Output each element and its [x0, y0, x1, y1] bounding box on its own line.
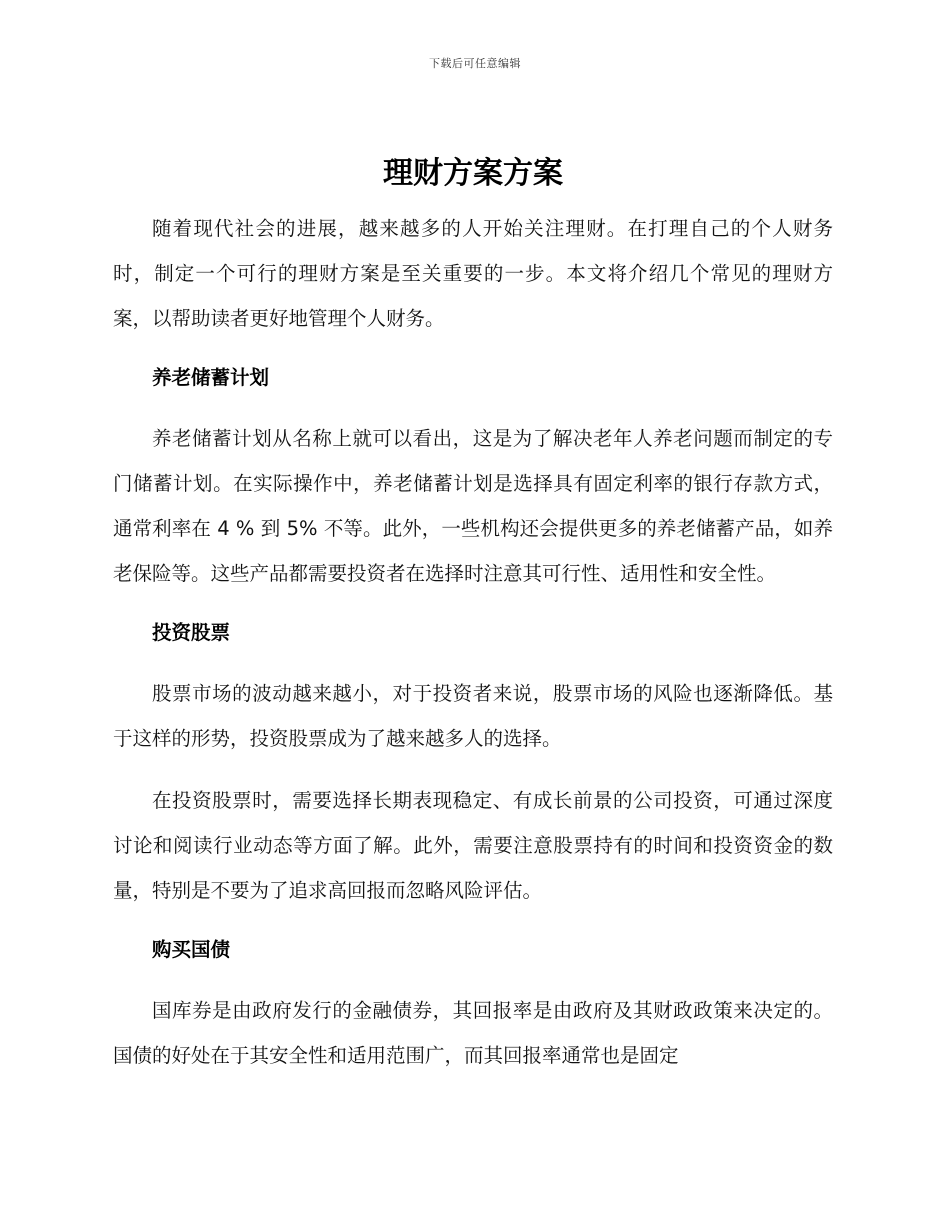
section-heading-treasury-bonds: 购买国债 [152, 938, 231, 961]
document-body [113, 150, 833, 1095]
section-heading-stocks: 投资股票 [152, 621, 231, 644]
stocks-paragraph-1: 股票市场的波动越来越小，对于投资者来说，股票市场的风险也逐渐降低。基于这样的形势，投资股票成为了越来越多人的选择。 [113, 682, 833, 750]
section-heading-pension-savings: 养老储蓄计划 [152, 366, 270, 389]
stocks-paragraph-2: 在投资股票时，需要选择长期表现稳定、有成长前景的公司投资，可通过深度讨论和阅读行业动态等方面了解。此外，需要注意股票持有的时间和投资资金的数量，特别是不要为了追求高回报而忽略风险评估。 [113, 789, 833, 902]
page-header: 下载后可任意编辑 [429, 57, 521, 70]
treasury-bonds-paragraph: 国库券是由政府发行的金融债券，其回报率是由政府及其财政政策来决定的。国债的好处在于其安全性和适用范围广，而其回报率通常也是固定 [113, 999, 833, 1067]
pension-savings-paragraph: 养老储蓄计划从名称上就可以看出，这是为了解决老年人养老问题而制定的专门储蓄计划。在实际操作中，养老储蓄计划是选择具有固定利率的银行存款方式，通常利率在 4 % 到 5% 不等。此外，一些机构还会提供更多的养老储蓄产品，如养老保险等。这些产品都需要投资者在选择时注意其可行性、适用性和安全性。 [113, 427, 833, 585]
document-title: 理财方案方案 [383, 156, 563, 191]
intro-paragraph: 随着现代社会的进展，越来越多的人开始关注理财。在打理自己的个人财务时，制定一个可行的理财方案是至关重要的一步。本文将介绍几个常见的理财方案，以帮助读者更好地管理个人财务。 [113, 217, 833, 330]
